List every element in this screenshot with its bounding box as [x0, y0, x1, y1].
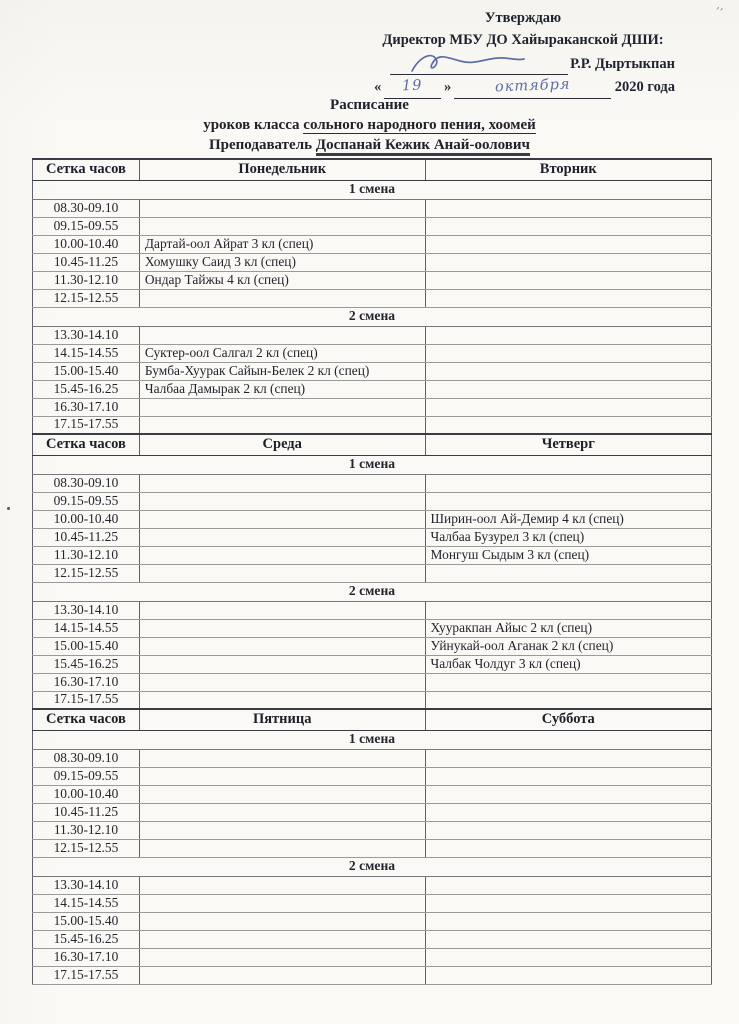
shift-label: 1 смена	[33, 730, 712, 749]
teacher-name-underlined: Доспанай Кежик Анай-оолович	[316, 137, 530, 156]
scan-dot-artifact	[7, 507, 10, 510]
schedule-row	[33, 803, 712, 821]
schedule-table	[32, 158, 712, 985]
lesson-entry	[425, 767, 711, 785]
schedule-row	[33, 619, 712, 637]
lesson-entry	[139, 546, 425, 564]
day-header-row	[33, 434, 712, 455]
lesson-entry: Дартай-оол Айрат 3 кл (спец)	[139, 235, 425, 253]
schedule-row	[33, 380, 712, 398]
shift-label: 2 смена	[33, 582, 712, 601]
time-slot: 16.30-17.10	[33, 948, 140, 966]
lesson-entry: Хууракпан Айыс 2 кл (спец)	[425, 619, 711, 637]
lesson-entry	[425, 344, 711, 362]
lesson-entry	[425, 839, 711, 857]
lesson-entry	[139, 637, 425, 655]
handwritten-month: октября	[494, 76, 571, 96]
time-slot: 10.00-10.40	[33, 785, 140, 803]
schedule-row	[33, 199, 712, 217]
schedule-row	[33, 785, 712, 803]
time-slot: 17.15-17.55	[33, 691, 140, 709]
schedule-row	[33, 492, 712, 510]
approval-block	[371, 8, 675, 99]
lesson-entry	[139, 749, 425, 767]
schedule-table-body	[33, 159, 712, 984]
lesson-entry	[139, 691, 425, 709]
handwritten-day: 19	[402, 77, 424, 95]
approve-label: Утверждаю	[484, 10, 562, 26]
time-slot: 10.00-10.40	[33, 510, 140, 528]
lesson-entry	[139, 416, 425, 434]
lesson-entry	[139, 199, 425, 217]
day-header-row	[33, 709, 712, 730]
schedule-row	[33, 876, 712, 894]
lesson-entry	[425, 398, 711, 416]
shift-label-row	[33, 307, 712, 326]
time-slot: 09.15-09.55	[33, 767, 140, 785]
subtitle-underlined: сольного народного пения, хоомей	[303, 116, 536, 133]
schedule-row	[33, 235, 712, 253]
signature-blank	[390, 57, 568, 75]
lesson-entry	[139, 839, 425, 857]
schedule-row	[33, 930, 712, 948]
lesson-entry	[425, 380, 711, 398]
shift-label-row	[33, 857, 712, 876]
time-slot: 12.15-12.55	[33, 564, 140, 582]
time-slot: 13.30-14.10	[33, 326, 140, 344]
lesson-entry	[425, 492, 711, 510]
time-grid-header: Сетка часов	[33, 159, 140, 180]
lesson-entry	[425, 821, 711, 839]
lesson-entry	[425, 691, 711, 709]
schedule-row	[33, 673, 712, 691]
lesson-entry	[425, 235, 711, 253]
signature-icon	[408, 50, 528, 76]
lesson-entry: Чалбаа Бузурел 3 кл (спец)	[425, 528, 711, 546]
lesson-entry: Чалбаа Дамырак 2 кл (спец)	[139, 380, 425, 398]
lesson-entry	[139, 601, 425, 619]
schedule-row	[33, 966, 712, 984]
lesson-entry	[139, 510, 425, 528]
signature-line	[371, 54, 675, 76]
shift-label: 2 смена	[33, 857, 712, 876]
shift-label: 1 смена	[33, 180, 712, 199]
lesson-entry: Монгуш Сыдым 3 кл (спец)	[425, 546, 711, 564]
schedule-row	[33, 253, 712, 271]
schedule-row	[33, 528, 712, 546]
schedule-row	[33, 326, 712, 344]
time-slot: 10.45-11.25	[33, 803, 140, 821]
lesson-entry	[425, 930, 711, 948]
lesson-entry: Суктер-оол Салгал 2 кл (спец)	[139, 344, 425, 362]
time-slot: 08.30-09.10	[33, 749, 140, 767]
day-header: Вторник	[425, 159, 711, 180]
schedule-row	[33, 601, 712, 619]
time-slot: 11.30-12.10	[33, 271, 140, 289]
day-header: Среда	[139, 434, 425, 455]
lesson-entry	[425, 912, 711, 930]
lesson-entry	[425, 199, 711, 217]
lesson-entry	[139, 217, 425, 235]
time-grid-header: Сетка часов	[33, 434, 140, 455]
quote-open: «	[374, 79, 382, 96]
schedule-row	[33, 655, 712, 673]
lesson-entry	[139, 398, 425, 416]
day-header: Понедельник	[139, 159, 425, 180]
lesson-entry: Хомушку Саид 3 кл (спец)	[139, 253, 425, 271]
director-line: Директор МБУ ДО Хайыраканской ДШИ:	[382, 31, 664, 48]
time-slot: 12.15-12.55	[33, 839, 140, 857]
lesson-entry: Ондар Тайжы 4 кл (спец)	[139, 271, 425, 289]
teacher-prefix: Преподаватель	[208, 136, 313, 153]
lesson-entry	[425, 673, 711, 691]
lesson-entry	[425, 474, 711, 492]
lesson-entry	[425, 416, 711, 434]
day-header: Пятница	[139, 709, 425, 730]
time-slot: 15.00-15.40	[33, 637, 140, 655]
lesson-entry	[139, 803, 425, 821]
schedule-row	[33, 637, 712, 655]
time-slot: 16.30-17.10	[33, 398, 140, 416]
schedule-row	[33, 546, 712, 564]
lesson-entry	[139, 876, 425, 894]
schedule-row	[33, 912, 712, 930]
lesson-entry	[425, 271, 711, 289]
lesson-entry	[425, 253, 711, 271]
lesson-entry	[425, 948, 711, 966]
lesson-entry	[139, 930, 425, 948]
time-slot: 17.15-17.55	[33, 416, 140, 434]
schedule-row	[33, 289, 712, 307]
time-slot: 09.15-09.55	[33, 217, 140, 235]
schedule-row	[33, 510, 712, 528]
lesson-entry	[139, 966, 425, 984]
lesson-entry	[139, 289, 425, 307]
schedule-row	[33, 474, 712, 492]
day-header-row	[33, 159, 712, 180]
title-block	[0, 96, 739, 155]
subtitle-prefix: уроков класса	[203, 116, 300, 133]
time-slot: 15.45-16.25	[33, 380, 140, 398]
time-grid-header: Сетка часов	[33, 709, 140, 730]
lesson-entry	[139, 785, 425, 803]
time-slot: 14.15-14.55	[33, 344, 140, 362]
shift-label-row	[33, 455, 712, 474]
schedule-row	[33, 948, 712, 966]
schedule-row	[33, 767, 712, 785]
shift-label: 1 смена	[33, 455, 712, 474]
shift-label: 2 смена	[33, 307, 712, 326]
lesson-entry: Ширин-оол Ай-Демир 4 кл (спец)	[425, 510, 711, 528]
time-slot: 13.30-14.10	[33, 876, 140, 894]
schedule-row	[33, 821, 712, 839]
time-slot: 11.30-12.10	[33, 821, 140, 839]
shift-label-row	[33, 730, 712, 749]
time-slot: 16.30-17.10	[33, 673, 140, 691]
lesson-entry	[139, 948, 425, 966]
time-slot: 15.45-16.25	[33, 930, 140, 948]
lesson-entry	[425, 564, 711, 582]
quote-close: »	[443, 79, 452, 96]
time-slot: 17.15-17.55	[33, 966, 140, 984]
lesson-entry	[139, 767, 425, 785]
time-slot: 11.30-12.10	[33, 546, 140, 564]
time-slot: 10.00-10.40	[33, 235, 140, 253]
time-slot: 14.15-14.55	[33, 894, 140, 912]
time-slot: 15.45-16.25	[33, 655, 140, 673]
schedule-row	[33, 894, 712, 912]
schedule-row	[33, 564, 712, 582]
time-slot: 15.00-15.40	[33, 362, 140, 380]
lesson-entry: Чалбак Чолдуг 3 кл (спец)	[425, 655, 711, 673]
lesson-entry	[425, 217, 711, 235]
schedule-row	[33, 691, 712, 709]
subtitle-class	[0, 116, 739, 136]
document-title: Расписание	[330, 97, 409, 113]
lesson-entry	[425, 289, 711, 307]
lesson-entry	[425, 362, 711, 380]
teacher-line	[0, 136, 739, 156]
shift-label-row	[33, 180, 712, 199]
schedule-row	[33, 344, 712, 362]
lesson-entry	[425, 749, 711, 767]
pen-mark-artifact: ’’	[713, 4, 725, 20]
lesson-entry	[139, 528, 425, 546]
lesson-entry	[425, 601, 711, 619]
schedule-row	[33, 271, 712, 289]
year-label: 2020 года	[614, 79, 675, 96]
day-header: Суббота	[425, 709, 711, 730]
time-slot: 08.30-09.10	[33, 199, 140, 217]
shift-label-row	[33, 582, 712, 601]
time-slot: 09.15-09.55	[33, 492, 140, 510]
lesson-entry	[425, 876, 711, 894]
lesson-entry	[139, 619, 425, 637]
lesson-entry	[139, 912, 425, 930]
time-slot: 10.45-11.25	[33, 528, 140, 546]
lesson-entry	[139, 326, 425, 344]
schedule-row	[33, 416, 712, 434]
day-header: Четверг	[425, 434, 711, 455]
time-slot: 10.45-11.25	[33, 253, 140, 271]
schedule-row	[33, 749, 712, 767]
lesson-entry	[139, 821, 425, 839]
lesson-entry	[425, 326, 711, 344]
schedule-row	[33, 839, 712, 857]
schedule-row	[33, 217, 712, 235]
director-name: Р.Р. Дыртыкпан	[570, 55, 675, 72]
schedule-row	[33, 398, 712, 416]
lesson-entry	[139, 564, 425, 582]
lesson-entry	[425, 803, 711, 821]
lesson-entry: Бумба-Хуурак Сайын-Белек 2 кл (спец)	[139, 362, 425, 380]
lesson-entry	[139, 474, 425, 492]
lesson-entry	[425, 785, 711, 803]
lesson-entry	[139, 894, 425, 912]
lesson-entry	[139, 673, 425, 691]
lesson-entry	[425, 894, 711, 912]
time-slot: 15.00-15.40	[33, 912, 140, 930]
lesson-entry: Уйнукай-оол Аганак 2 кл (спец)	[425, 637, 711, 655]
time-slot: 08.30-09.10	[33, 474, 140, 492]
lesson-entry	[139, 492, 425, 510]
lesson-entry	[139, 655, 425, 673]
time-slot: 13.30-14.10	[33, 601, 140, 619]
schedule-row	[33, 362, 712, 380]
time-slot: 14.15-14.55	[33, 619, 140, 637]
lesson-entry	[425, 966, 711, 984]
time-slot: 12.15-12.55	[33, 289, 140, 307]
